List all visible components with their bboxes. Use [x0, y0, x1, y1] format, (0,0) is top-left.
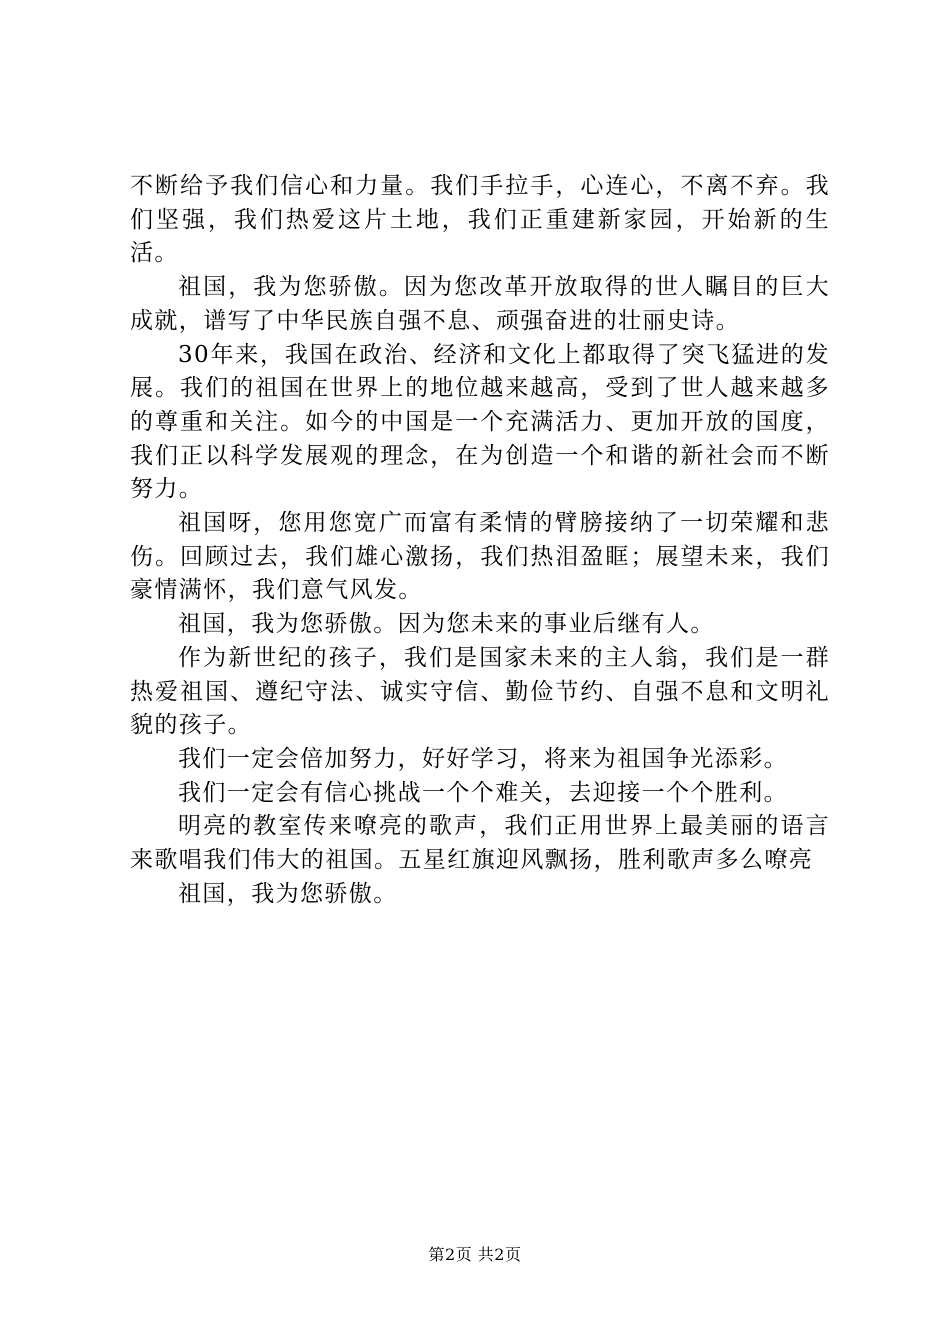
paragraph: 明亮的教室传来嘹亮的歌声，我们正用世界上最美丽的语言来歌唱我们伟大的祖国。五星红旗迎风飘扬，胜利歌声多么嘹亮: [130, 813, 830, 874]
page-number: 第2页 共2页: [428, 1245, 522, 1264]
paragraph: 我们一定会倍加努力，好好学习，将来为祖国争光添彩。: [178, 745, 788, 772]
paragraph: 祖国，我为您骄傲。因为您改革开放取得的世人瞩目的巨大成就，谱写了中华民族自强不息、顽强奋进的壮丽史诗。: [130, 274, 830, 334]
paragraph: 作为新世纪的孩子，我们是国家未来的主人翁，我们是一群热爱祖国、遵纪守法、诚实守信、勤俭节约、自强不息和文明礼貌的孩子。: [130, 644, 830, 739]
paragraph: 不断给予我们信心和力量。我们手拉手，心连心，不离不弃。我们坚强，我们热爱这片土地，我们正重建新家园，开始新的生活。: [130, 173, 830, 267]
paragraph: 祖国，我为您骄傲。: [178, 880, 398, 907]
page-footer: [0, 1245, 950, 1265]
paragraph: 祖国，我为您骄傲。因为您未来的事业后继有人。: [178, 611, 715, 638]
paragraph: 祖国呀，您用您宽广而富有柔情的臂膀接纳了一切荣耀和悲伤。回顾过去，我们雄心激扬，我们热泪盈眶；展望未来，我们豪情满怀，我们意气风发。: [130, 510, 830, 604]
paragraph: 30年来，我国在政治、经济和文化上都取得了突飞猛进的发展。我们的祖国在世界上的地位越来越高，受到了世人越来越多的尊重和关注。如今的中国是一个充满活力、更加开放的国度，我们正以科学发展观的理念，在为创造一个和谐的新社会而不断努力。: [130, 341, 830, 503]
document-body: [130, 170, 830, 911]
paragraph: 我们一定会有信心挑战一个个难关，去迎接一个个胜利。: [178, 779, 788, 806]
